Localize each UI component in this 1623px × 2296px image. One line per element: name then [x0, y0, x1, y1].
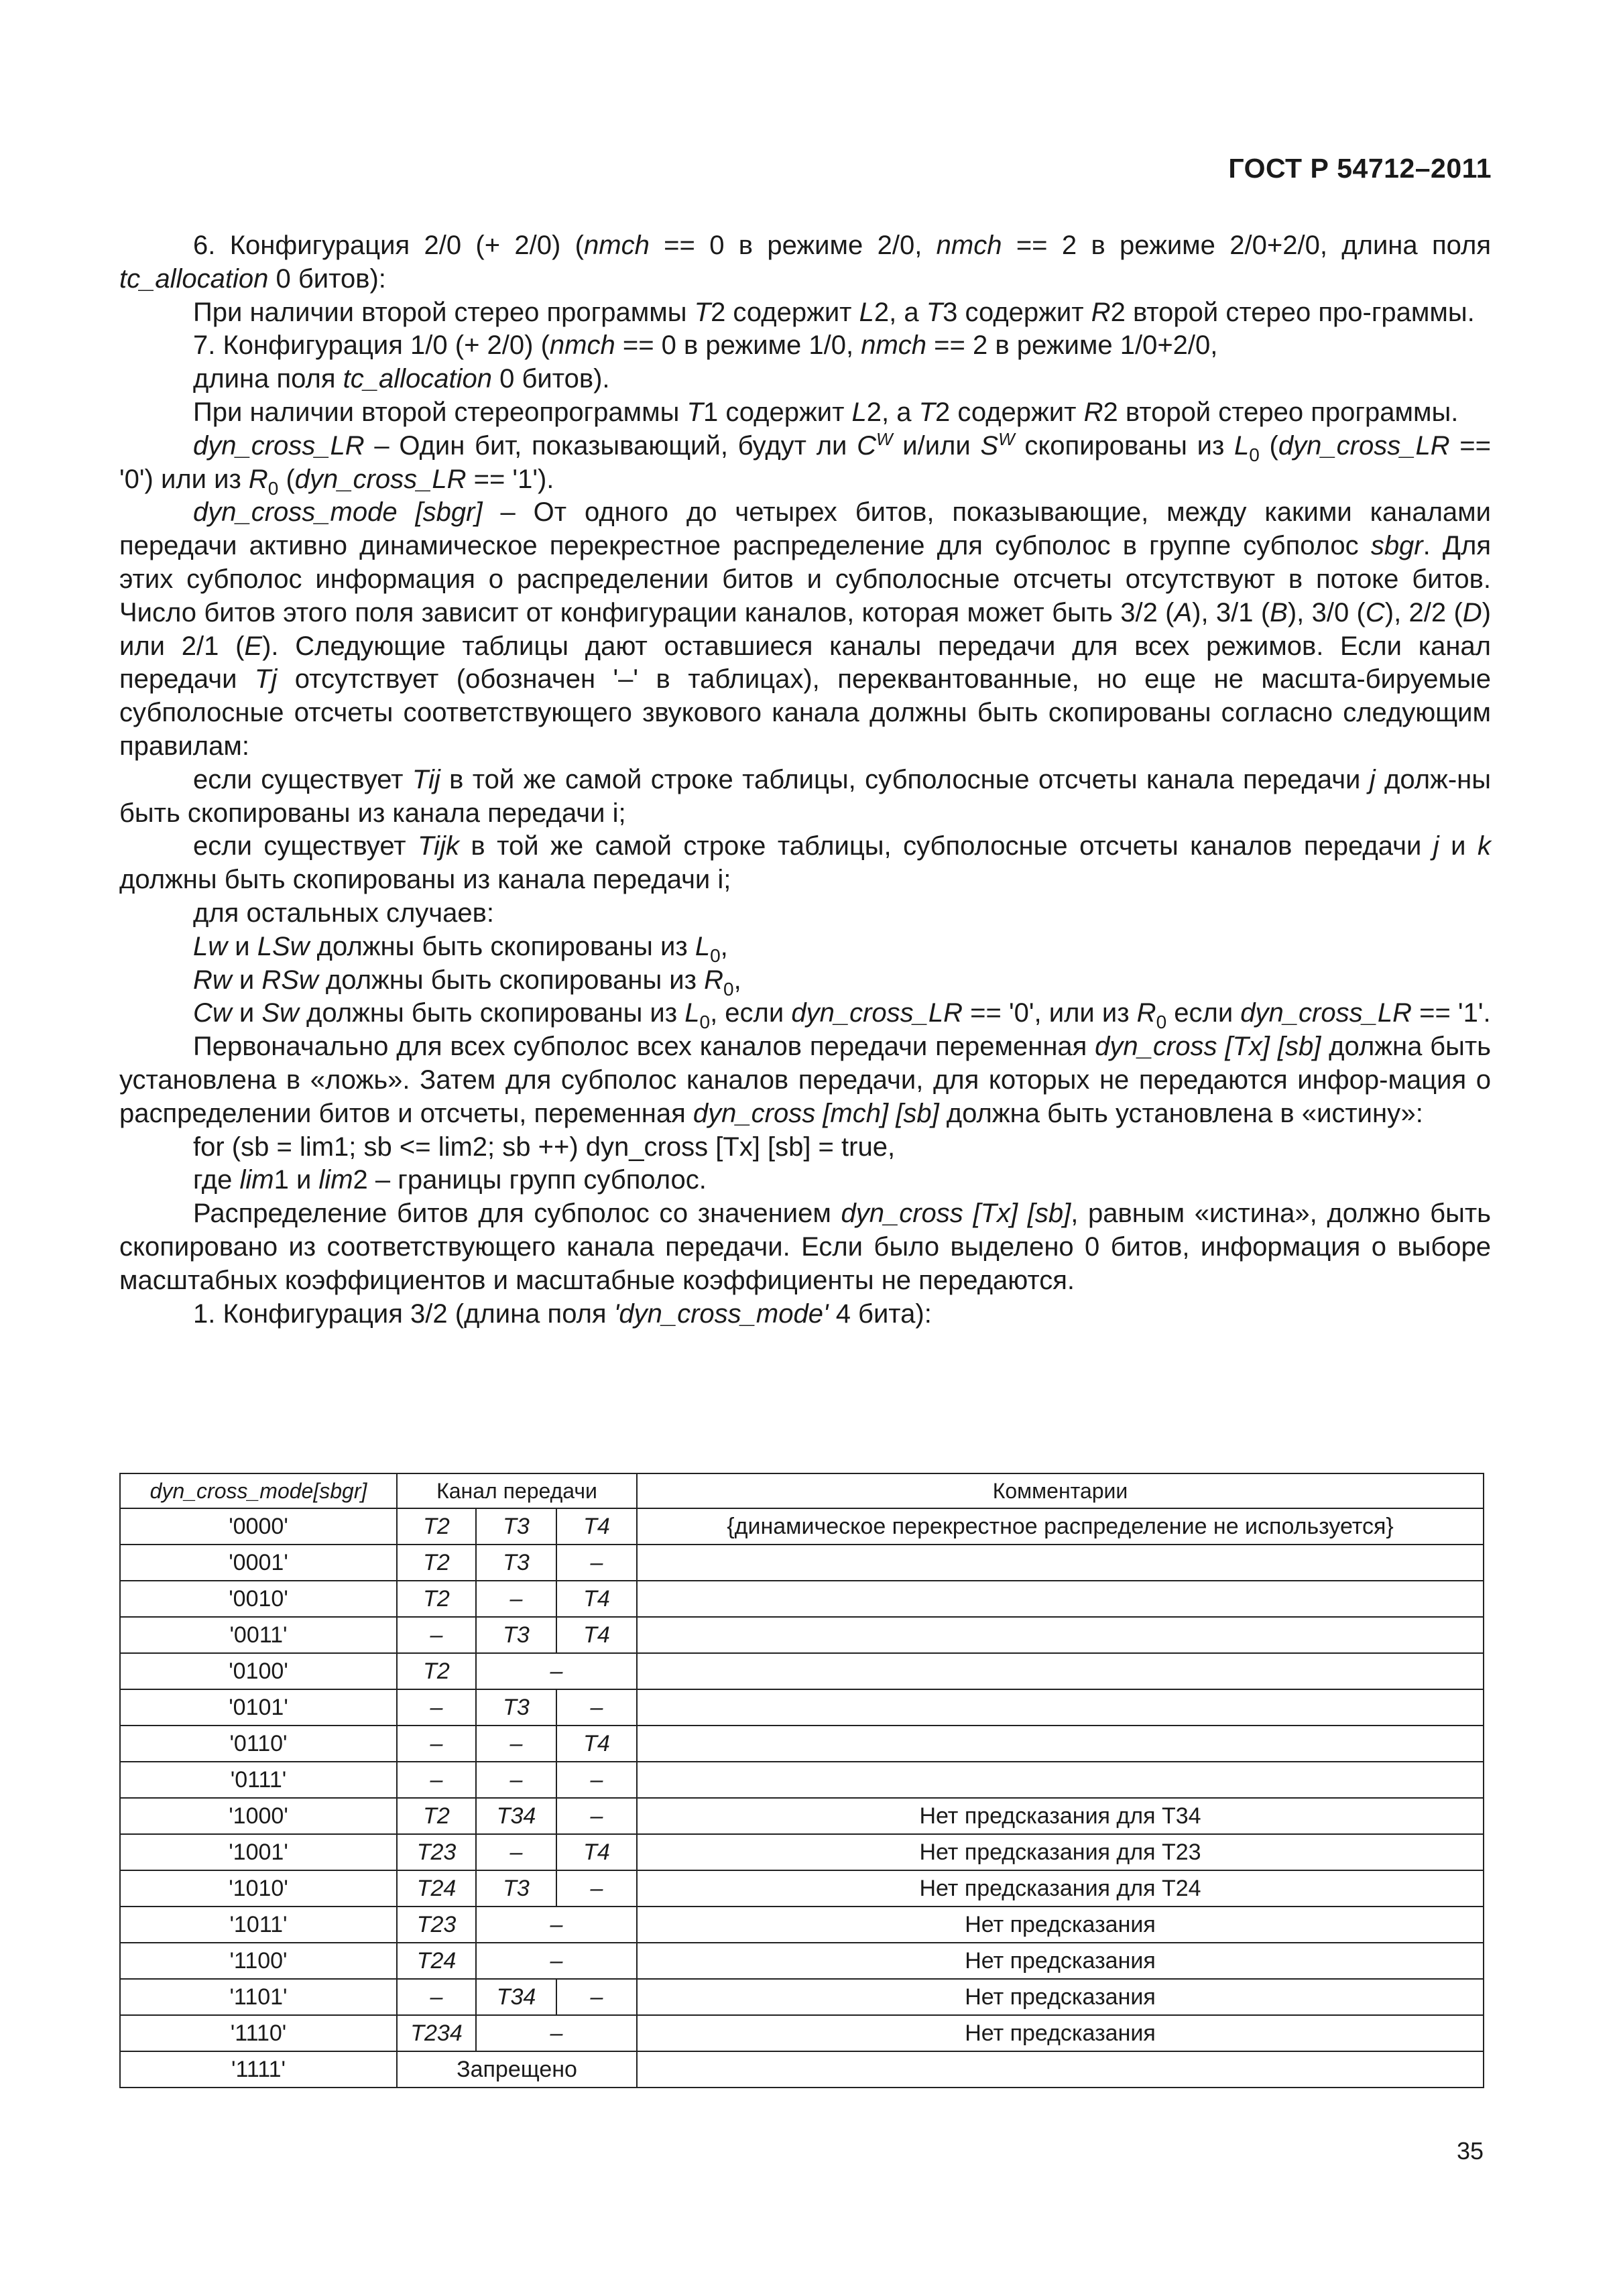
table-row: [120, 1508, 1484, 1545]
mode-cell: '0010': [120, 1581, 397, 1617]
channel-cell: T4: [556, 1508, 637, 1545]
channel-span-cell: –: [476, 1653, 637, 1689]
channel-cell: T3: [476, 1508, 556, 1545]
paragraph: Rw и RSw должны быть скопированы из $R_0$,: [193, 965, 741, 1000]
comment-cell: [637, 1653, 1484, 1689]
mode-cell: '1011': [120, 1907, 397, 1943]
channel-cell: –: [397, 1617, 476, 1653]
channel-span-cell: –: [476, 1943, 637, 1979]
channel-cell: –: [556, 1762, 637, 1798]
channel-cell: –: [556, 1798, 637, 1834]
paragraph: Lw и LSw должны быть скопированы из $L_0$,: [193, 931, 728, 966]
channel-cell: –: [556, 1979, 637, 2015]
channel-cell: T23: [397, 1907, 476, 1943]
paragraph: При наличии второй стерео программы T2 содержит L2, а T3 содержит R2 второй стерео про-граммы.: [193, 297, 1475, 327]
channel-cell: T3: [476, 1870, 556, 1907]
channel-cell: T24: [397, 1943, 476, 1979]
table-row: [120, 2051, 1484, 2088]
paragraph: dyn_cross_mode [sbgr] – От одного до четырех битов, показывающие, между какими каналами передачи активно динамическое перекрестное распределение для субполос в группе субполос sbgr. Для этих субполос информация о распределении битов и субполосные отсчеты отсутствуют в потоке битов. Число битов этого поля зависит от конфигурации каналов, которая может быть 3/2 (A), 3/1 (B), 3/0 (C), 2/2 (D) или 2/1 (E). Следующие таблицы дают оставшиеся каналы передачи для всех режимов. Если канал передачи Tj отсутствует (обозначен '–' в таблицах), переквантованные, но еще не масшта-бируемые субполосные отсчеты соответствующего звукового канала должны быть скопированы согласно следующим правилам:: [119, 497, 1491, 761]
table-row: [120, 1653, 1484, 1689]
channel-cell: T34: [476, 1979, 556, 2015]
header-mode: dyn_cross_mode[sbgr]: [120, 1473, 397, 1508]
comment-cell: Нет предсказания: [637, 2015, 1484, 2051]
channel-span-cell: –: [476, 1907, 637, 1943]
table-caption: 1. Конфигурация 3/2 (длина поля 'dyn_cross_mode' 4 бита):: [193, 1298, 932, 1329]
channel-cell: T4: [556, 1581, 637, 1617]
comment-cell: Нет предсказания: [637, 1943, 1484, 1979]
paragraph: Cw и Sw должны быть скопированы из $L_0$, если dyn_cross_LR == '0', или из $R_0$ если dyn_cross_LR == '1'.: [193, 998, 1491, 1033]
paragraph: Распределение битов для субполос со значением dyn_cross [Tx] [sb], равным «истина», должно быть скопировано из соответствующего канала передачи. Если было выделено 0 битов, информация о выборе масштабных коэффициентов и масштабные коэффициенты не передаются.: [119, 1199, 1492, 1295]
comment-cell: Нет предсказания для T23: [637, 1834, 1484, 1870]
channel-cell: –: [556, 1545, 637, 1581]
channel-cell: T4: [556, 1726, 637, 1762]
paragraph: для остальных случаев:: [193, 898, 494, 928]
channel-cell: T3: [476, 1617, 556, 1653]
mode-cell: '0000': [120, 1508, 397, 1545]
channel-cell: –: [397, 1689, 476, 1726]
table-row: [120, 1907, 1484, 1943]
mode-cell: '1010': [120, 1870, 397, 1907]
paragraph: 7. Конфигурация 1/0 (+ 2/0) (nmch == 0 в режиме 1/0, nmch == 2 в режиме 1/0+2/0,: [193, 330, 1218, 361]
channel-cell: –: [476, 1726, 556, 1762]
paragraph: 6. Конфигурация 2/0 (+ 2/0) (nmch == 0 в режиме 2/0, nmch == 2 в режиме 2/0+2/0, длина поля tc_allocation 0 битов):: [119, 231, 1492, 294]
table-row: [120, 1617, 1484, 1653]
comment-cell: Нет предсказания: [637, 1979, 1484, 2015]
channel-cell: T2: [397, 1653, 476, 1689]
mode-cell: '0011': [120, 1617, 397, 1653]
mode-cell: '0101': [120, 1689, 397, 1726]
code-line: for (sb = lim1; sb <= lim2; sb ++) dyn_cross [Tx] [sb] = true,: [193, 1132, 896, 1162]
channel-cell: T3: [476, 1545, 556, 1581]
header-channel: Канал передачи: [397, 1473, 637, 1508]
channel-cell: –: [556, 1689, 637, 1726]
comment-cell: [637, 1689, 1484, 1726]
config-table: [119, 1473, 1484, 2088]
comment-cell: Нет предсказания для T24: [637, 1870, 1484, 1907]
channel-cell: T2: [397, 1545, 476, 1581]
page-number: 35: [1456, 2137, 1484, 2165]
table-header-row: [120, 1473, 1484, 1508]
table-row: [120, 1689, 1484, 1726]
mode-cell: '1110': [120, 2015, 397, 2051]
mode-cell: '1000': [120, 1798, 397, 1834]
header-comment: Комментарии: [637, 1473, 1484, 1508]
table-row: [120, 1726, 1484, 1762]
channel-cell: –: [397, 1726, 476, 1762]
channel-cell: T23: [397, 1834, 476, 1870]
table-row: [120, 1943, 1484, 1979]
comment-cell: [637, 1581, 1484, 1617]
table-row: [120, 1979, 1484, 2015]
paragraph: длина поля tc_allocation 0 битов).: [193, 364, 610, 394]
channel-span-cell: –: [476, 2015, 637, 2051]
channel-cell: –: [397, 1979, 476, 2015]
comment-cell: [637, 1726, 1484, 1762]
standard-header: ГОСТ Р 54712–2011: [1228, 153, 1492, 184]
paragraph: если существует Tij в той же самой строке таблицы, субполосные отсчеты канала передачи j долж-ны быть скопированы из канала передачи i;: [119, 764, 1492, 828]
table-row: [120, 1834, 1484, 1870]
mode-cell: '0110': [120, 1726, 397, 1762]
channel-cell: –: [397, 1762, 476, 1798]
channel-cell: T34: [476, 1798, 556, 1834]
comment-cell: [637, 1617, 1484, 1653]
channel-cell: T3: [476, 1689, 556, 1726]
table-row: [120, 1762, 1484, 1798]
paragraph: Первоначально для всех субполос всех каналов передачи переменная dyn_cross [Tx] [sb] должна быть установлена в «ложь». Затем для субполос каналов передачи, для которых не передаются инфор-мация о распределении битов и отсчеты, переменная dyn_cross [mch] [sb] должна быть установлена в «истину»:: [119, 1032, 1491, 1128]
mode-cell: '0100': [120, 1653, 397, 1689]
mode-cell: '1100': [120, 1943, 397, 1979]
channel-cell: –: [476, 1762, 556, 1798]
mode-cell: '0001': [120, 1545, 397, 1581]
comment-cell: {динамическое перекрестное распределение не используется}: [637, 1508, 1484, 1545]
body-text: [119, 229, 1491, 1331]
channel-span-cell: Запрещено: [397, 2051, 637, 2088]
table-row: [120, 1798, 1484, 1834]
paragraph: При наличии второй стереопрограммы T1 содержит L2, а T2 содержит R2 второй стерео программы.: [193, 397, 1459, 427]
table-row: [120, 2015, 1484, 2051]
mode-cell: '0111': [120, 1762, 397, 1798]
comment-cell: Нет предсказания: [637, 1907, 1484, 1943]
channel-cell: T4: [556, 1834, 637, 1870]
table-row: [120, 1581, 1484, 1617]
channel-cell: T234: [397, 2015, 476, 2051]
table-row: [120, 1545, 1484, 1581]
channel-cell: T24: [397, 1870, 476, 1907]
paragraph: где lim1 и lim2 – границы групп субполос.: [193, 1165, 707, 1195]
channel-cell: –: [556, 1870, 637, 1907]
paragraph: dyn_cross_LR – Один бит, показывающий, будут ли $C^W$ и/или $S^W$ скопированы из $L_0$ (dyn_cross_LR == '0') или из $R_0$ (dyn_cross_LR == '1').: [119, 428, 1491, 499]
channel-cell: –: [476, 1581, 556, 1617]
comment-cell: [637, 2051, 1484, 2088]
mode-cell: '1001': [120, 1834, 397, 1870]
comment-cell: [637, 1762, 1484, 1798]
channel-cell: T2: [397, 1581, 476, 1617]
comment-cell: [637, 1545, 1484, 1581]
comment-cell: Нет предсказания для T34: [637, 1798, 1484, 1834]
channel-cell: T4: [556, 1617, 637, 1653]
channel-cell: –: [476, 1834, 556, 1870]
channel-cell: T2: [397, 1798, 476, 1834]
mode-cell: '1101': [120, 1979, 397, 2015]
paragraph: если существует Tijk в той же самой строке таблицы, субполосные отсчеты каналов передачи j и k должны быть скопированы из канала передачи i;: [119, 831, 1491, 895]
mode-cell: '1111': [120, 2051, 397, 2088]
table-row: [120, 1870, 1484, 1907]
channel-cell: T2: [397, 1508, 476, 1545]
